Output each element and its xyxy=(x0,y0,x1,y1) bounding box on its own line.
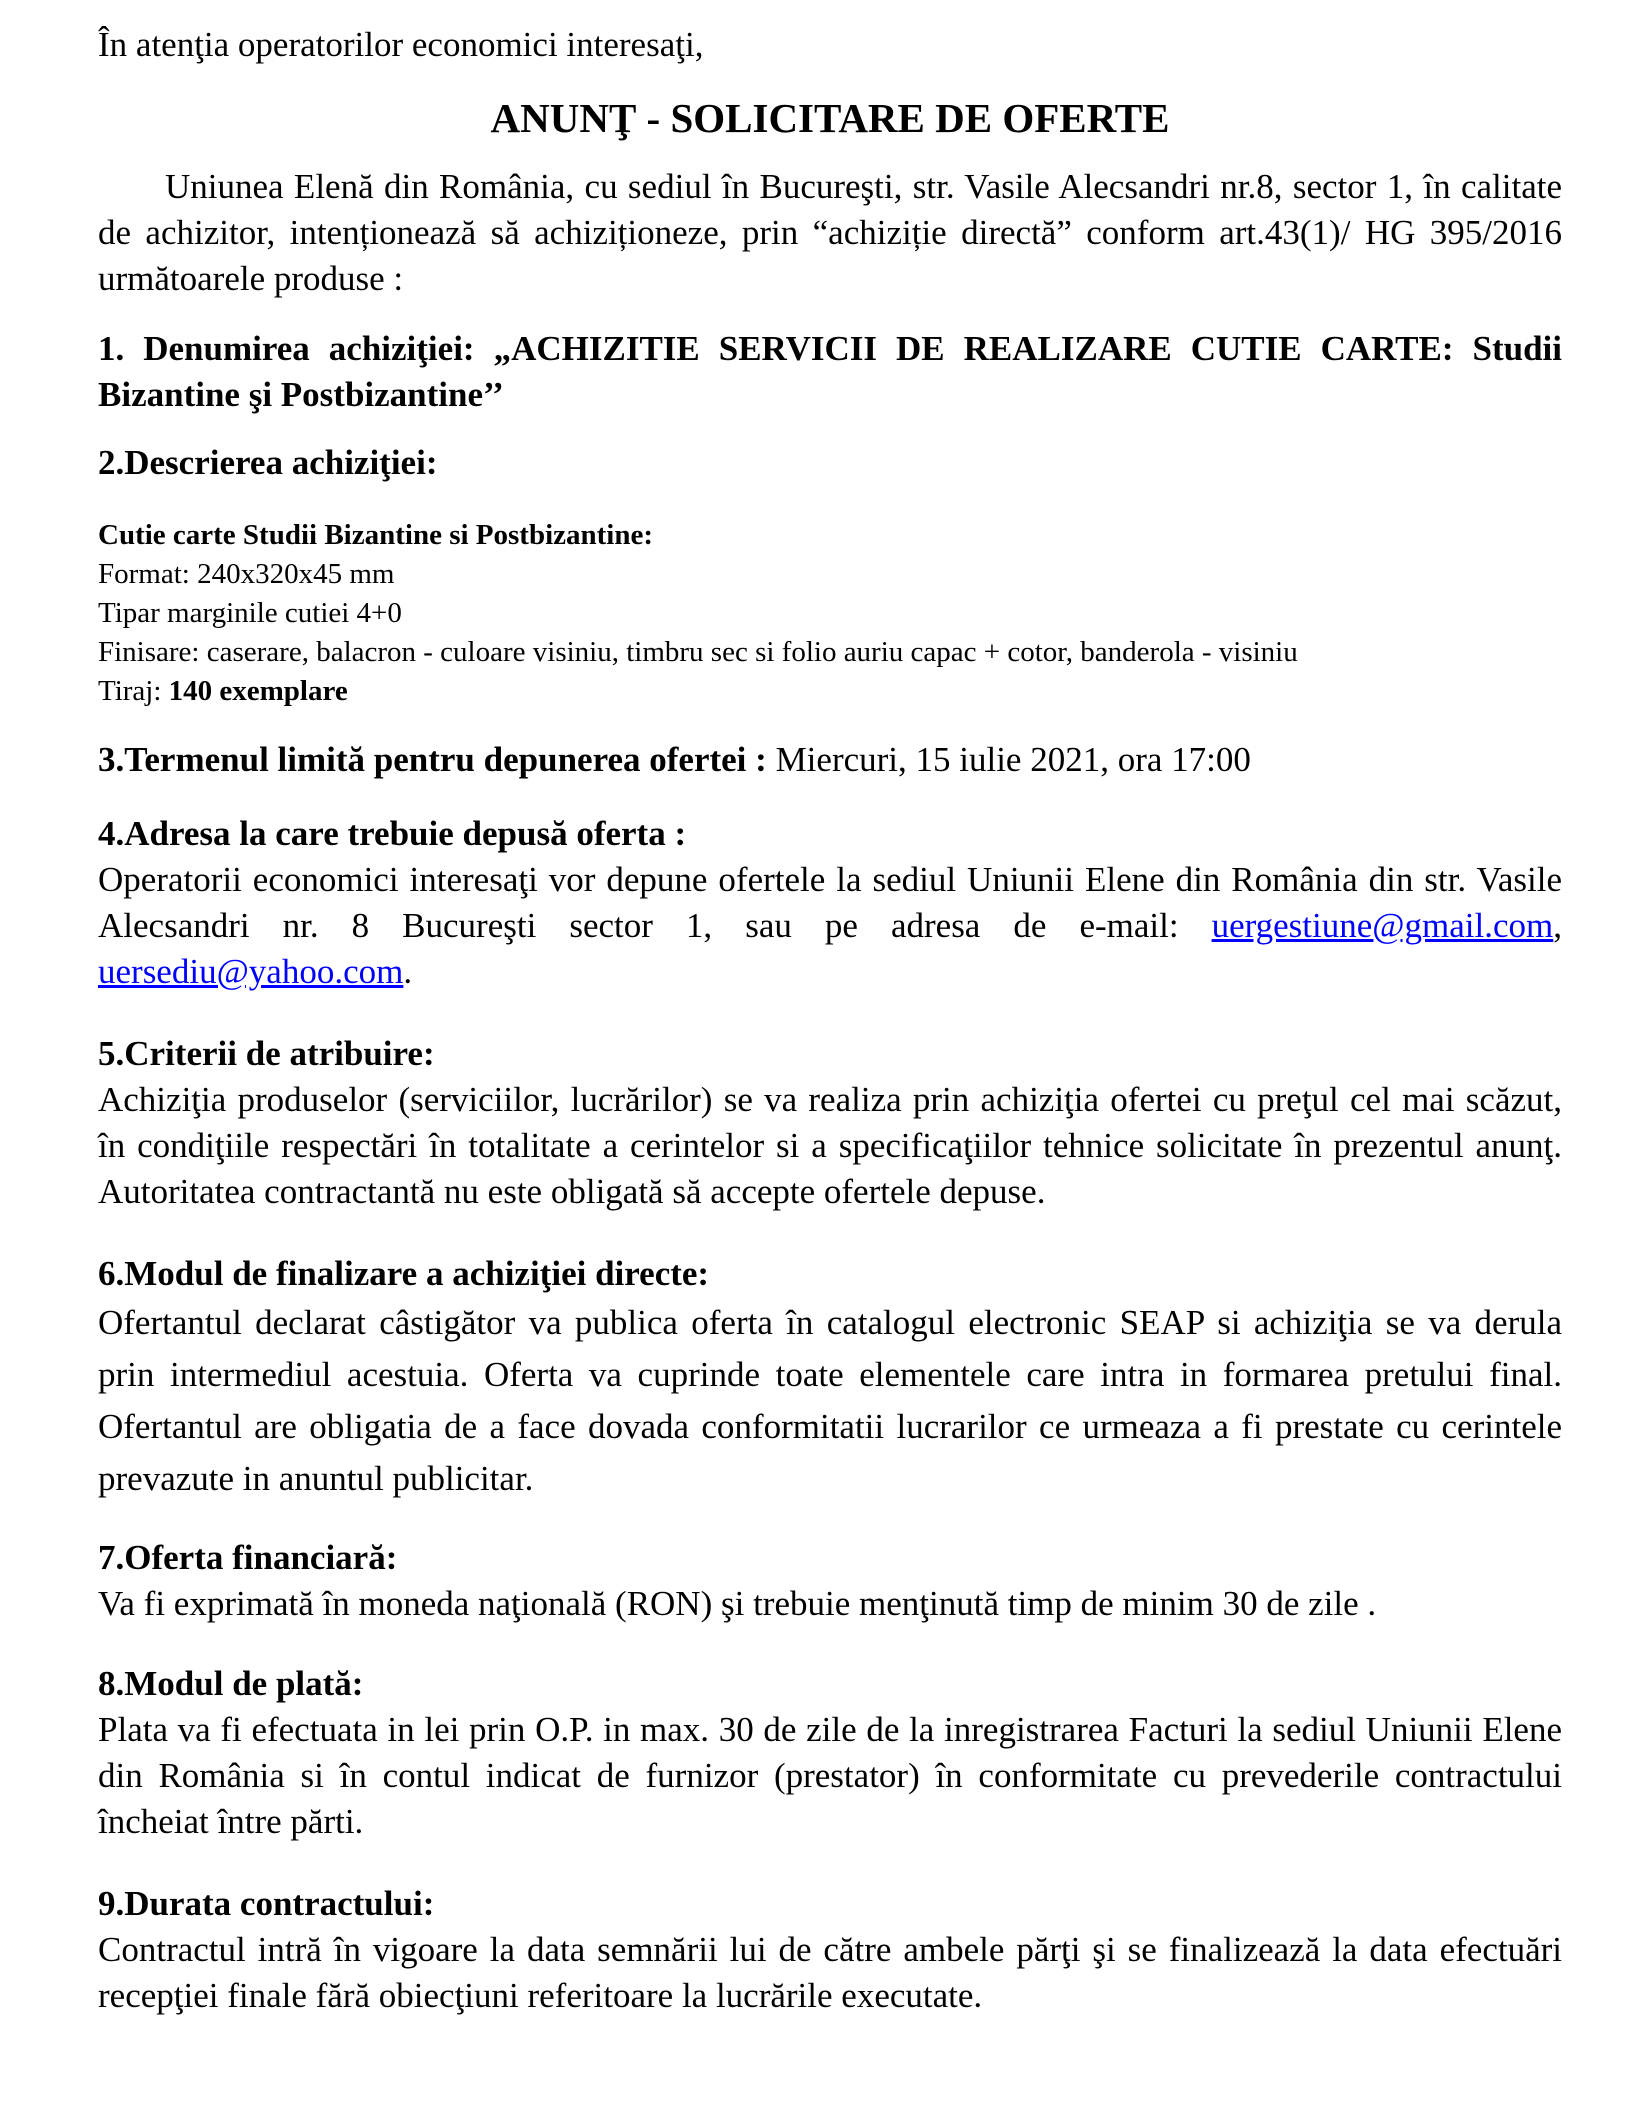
address-text: Operatorii economici interesaţi vor depune ofertele la sediul Uniunii Elene din România din str. Vasile Alecsandri nr. 8 Bucureşti sector 1, sau pe adresa de e-mail: xyxy=(98,860,1562,945)
section-1 xyxy=(98,326,1562,418)
email-end: . xyxy=(403,952,413,991)
document-title: ANUNŢ - SOLICITARE DE OFERTE xyxy=(490,95,1170,141)
deadline-value: Miercuri, 15 iulie 2021, ora 17:00 xyxy=(775,740,1251,779)
spec-line-tiraj xyxy=(98,672,1562,711)
document-page xyxy=(98,22,1562,2019)
section-3-label: 3.Termenul limită pentru depunerea ofertei : xyxy=(98,740,767,779)
tiraj-label: Tiraj: xyxy=(98,675,162,707)
opening-paragraph: Uniunea Elenă din România, cu sediul în Bucureşti, str. Vasile Alecsandri nr.8, sector 1, în calitate de achizitor, intenționează să achiziționeze, prin “achiziție directă” conform art.43(1)/ HG 395/2016 următoarele produse : xyxy=(98,167,1562,298)
section-6-text: Ofertantul declarat câstigător va publica oferta în catalogul electronic SEAP si achiziţia se va derula prin intermediul acestuia. Oferta va cuprinde toate elementele care intra in formarea pretului final. Ofertantul are obligatia de a face dovada conformitatii lucrarilor ce urmeaza a fi prestate cu cerintele prevazute in anuntul publicitar. xyxy=(98,1303,1562,1498)
section-2-label: 2.Descrierea achiziţiei: xyxy=(98,443,438,482)
email-separator: , xyxy=(1553,906,1562,945)
section-6-label: 6.Modul de finalizare a achiziţiei directe: xyxy=(98,1254,710,1293)
email-link-sediu[interactable]: uersediu@yahoo.com xyxy=(98,952,404,991)
tiraj-value: 140 exemplare xyxy=(168,675,348,707)
section-7-text: Va fi exprimată în moneda naţională (RON) şi trebuie menţinută timp de minim 30 de zile . xyxy=(98,1584,1377,1623)
section-3 xyxy=(98,737,1562,783)
email-link-gestiune[interactable]: uergestiune@gmail.com xyxy=(1211,906,1554,945)
section-7-label: 7.Oferta financiară: xyxy=(98,1538,398,1577)
product-spec xyxy=(98,516,1562,711)
section-5-label: 5.Criterii de atribuire: xyxy=(98,1034,435,1073)
section-1-label: 1. Denumirea achiziţiei: xyxy=(98,329,475,368)
spec-line-format: Format: 240x320x45 mm xyxy=(98,558,395,590)
section-8-label: 8.Modul de plată: xyxy=(98,1664,364,1703)
section-5-text: Achiziţia produselor (serviciilor, lucrărilor) se va realiza prin achiziţia ofertei cu preţul cel mai scăzut, în condiţiile respectări în totalitate a cerintelor si a specificaţiilor tehnice solicitate în prezentul anunţ. Autoritatea contractantă nu este obligată să accepte ofertele depuse. xyxy=(98,1080,1562,1211)
section-1-value: „ACHIZITIE SERVICII DE REALIZARE CUTIE CARTE: Studii Bizantine şi Postbizantine’’ xyxy=(98,329,1563,414)
section-4-text xyxy=(98,857,1562,995)
section-4-label: 4.Adresa la care trebuie depusă oferta : xyxy=(98,814,687,853)
intro-line: În atenţia operatorilor economici interesaţi, xyxy=(98,25,704,64)
section-9-text: Contractul intră în vigoare la data semnării lui de către ambele părţi şi se finalizează la data efectuări recepţiei finale fără obiecţiuni referitoare la lucrările executate. xyxy=(98,1930,1562,2015)
spec-line-finish: Finisare: caserare, balacron - culoare visiniu, timbru sec si folio auriu capac + cotor, banderola - visiniu xyxy=(98,636,1298,668)
section-9-label: 9.Durata contractului: xyxy=(98,1884,435,1923)
spec-title: Cutie carte Studii Bizantine si Postbizantine: xyxy=(98,519,654,551)
spec-line-print: Tipar marginile cutiei 4+0 xyxy=(98,597,402,629)
section-8-text: Plata va fi efectuata in lei prin O.P. in max. 30 de zile de la inregistrarea Facturi la sediul Uniunii Elene din România si în contul indicat de furnizor (prestator) în conformitate cu prevederile contractului încheiat între părti. xyxy=(98,1710,1562,1841)
